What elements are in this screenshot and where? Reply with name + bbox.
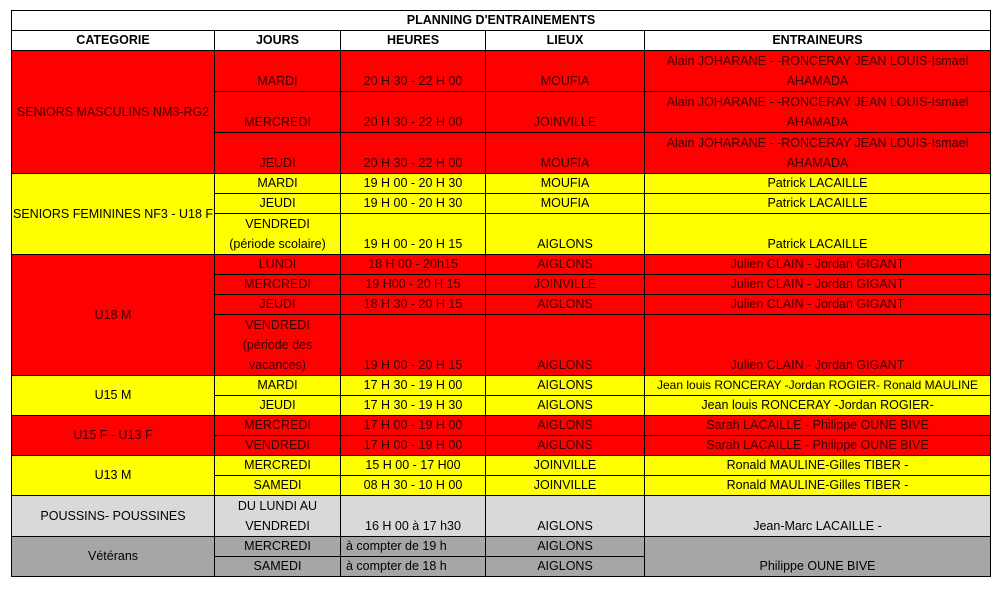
coach-cell xyxy=(645,51,991,92)
time-cell: 19 H 00 - 20 H 30 xyxy=(341,174,486,194)
category-cell: SENIORS MASCULINS NM3-RG2 xyxy=(12,51,215,174)
day-cell: MERCREDI xyxy=(215,456,341,476)
place-cell: JOINVILLE xyxy=(486,456,645,476)
header-categorie: CATEGORIE xyxy=(12,31,215,51)
coach-cell: Julien CLAIN - Jordan GIGANT xyxy=(645,295,991,315)
coach-cell xyxy=(645,92,991,133)
coach-line: Alain JOHARANE - -RONCERAY JEAN LOUIS-Ismael xyxy=(666,54,969,68)
coach-cell: Ronald MAULINE-Gilles TIBER - xyxy=(645,456,991,476)
coach-cell: Julien CLAIN - Jordan GIGANT xyxy=(645,275,991,295)
category-cell: U15 F - U13 F xyxy=(12,416,215,456)
place-cell: AIGLONS xyxy=(486,255,645,275)
coach-line: AHAMADA xyxy=(786,156,849,170)
time-cell: 20 H 30 - 22 H 00 xyxy=(341,133,486,174)
table-row xyxy=(12,376,991,396)
category-cell: POUSSINS- POUSSINES xyxy=(12,496,215,537)
time-cell: 16 H 00 à 17 h30 xyxy=(341,496,486,537)
day-cell: VENDREDI xyxy=(215,436,341,456)
place-cell: AIGLONS xyxy=(486,436,645,456)
day-line: VENDREDI xyxy=(245,519,310,533)
table-row xyxy=(12,416,991,436)
time-cell: 15 H 00 - 17 H00 xyxy=(341,456,486,476)
coach-line: AHAMADA xyxy=(786,115,849,129)
time-cell: 19 H 00 - 20 H 30 xyxy=(341,194,486,214)
time-cell: 18 H 30 - 20 H 15 xyxy=(341,295,486,315)
place-cell: MOUFIA xyxy=(486,194,645,214)
day-cell: MERCREDI xyxy=(215,92,341,133)
day-cell: SAMEDI xyxy=(215,476,341,496)
time-cell: 17 H 00 - 19 H 00 xyxy=(341,436,486,456)
time-cell: 18 H 00 - 20h15 xyxy=(341,255,486,275)
day-cell: MARDI xyxy=(215,174,341,194)
coach-cell: Sarah LACAILLE - Philippe OUNE BIVE xyxy=(645,436,991,456)
header-entraineurs: ENTRAINEURS xyxy=(645,31,991,51)
coach-cell: Jean louis RONCERAY -Jordan ROGIER- Ronald MAULINE xyxy=(645,376,991,396)
table-title: PLANNING D'ENTRAINEMENTS xyxy=(12,11,991,31)
day-cell xyxy=(215,315,341,376)
day-cell: JEUDI xyxy=(215,133,341,174)
table-row xyxy=(12,496,991,537)
day-cell: MERCREDI xyxy=(215,537,341,557)
header-lieux: LIEUX xyxy=(486,31,645,51)
time-cell: 20 H 30 - 22 H 00 xyxy=(341,51,486,92)
category-cell: Vétérans xyxy=(12,537,215,577)
day-line: (période des xyxy=(242,338,313,352)
day-line: VENDREDI xyxy=(245,217,310,231)
time-cell: 19 H00 - 20 H 15 xyxy=(341,275,486,295)
day-line: DU LUNDI AU xyxy=(237,499,318,513)
category-cell: U13 M xyxy=(12,456,215,496)
day-line: (période scolaire) xyxy=(229,237,326,251)
table-row xyxy=(12,456,991,476)
table-row xyxy=(12,255,991,275)
title-row xyxy=(12,11,991,31)
day-cell: LUNDI xyxy=(215,255,341,275)
time-cell: 17 H 30 - 19 H 00 xyxy=(341,376,486,396)
coach-cell: Ronald MAULINE-Gilles TIBER - xyxy=(645,476,991,496)
place-cell: JOINVILLE xyxy=(486,92,645,133)
place-cell: AIGLONS xyxy=(486,496,645,537)
place-cell: MOUFIA xyxy=(486,174,645,194)
coach-cell: Julien CLAIN - Jordan GIGANT xyxy=(645,255,991,275)
planning-table xyxy=(11,10,991,577)
header-jours: JOURS xyxy=(215,31,341,51)
time-cell: à compter de 19 h xyxy=(341,537,486,557)
coach-cell: Julien CLAIN - Jordan GIGANT xyxy=(645,315,991,376)
place-cell: AIGLONS xyxy=(486,315,645,376)
day-cell: MARDI xyxy=(215,376,341,396)
coach-cell: Patrick LACAILLE xyxy=(645,214,991,255)
day-cell: MERCREDI xyxy=(215,275,341,295)
place-cell: AIGLONS xyxy=(486,376,645,396)
day-cell: JEUDI xyxy=(215,194,341,214)
time-cell: 19 H 00 - 20 H 15 xyxy=(341,214,486,255)
place-cell: AIGLONS xyxy=(486,214,645,255)
time-cell: 20 H 30 - 22 H 00 xyxy=(341,92,486,133)
table-row xyxy=(12,537,991,557)
coach-cell: Patrick LACAILLE xyxy=(645,194,991,214)
day-cell: SAMEDI xyxy=(215,557,341,577)
place-cell: JOINVILLE xyxy=(486,275,645,295)
day-line: VENDREDI xyxy=(245,318,310,332)
coach-line: AHAMADA xyxy=(786,74,849,88)
coach-line: Alain JOHARANE - -RONCERAY JEAN LOUIS-Ismael xyxy=(666,136,969,150)
planning-sheet xyxy=(11,10,991,577)
coach-cell: Jean-Marc LACAILLE - xyxy=(645,496,991,537)
place-cell: JOINVILLE xyxy=(486,476,645,496)
place-cell: AIGLONS xyxy=(486,396,645,416)
time-cell: 08 H 30 - 10 H 00 xyxy=(341,476,486,496)
coach-cell: Sarah LACAILLE - Philippe OUNE BIVE xyxy=(645,416,991,436)
category-cell: U15 M xyxy=(12,376,215,416)
time-cell: 17 H 30 - 19 H 30 xyxy=(341,396,486,416)
place-cell: AIGLONS xyxy=(486,416,645,436)
place-cell: MOUFIA xyxy=(486,51,645,92)
table-row xyxy=(12,174,991,194)
day-line: vacances) xyxy=(249,358,306,372)
day-cell: JEUDI xyxy=(215,295,341,315)
coach-cell: Jean louis RONCERAY -Jordan ROGIER- xyxy=(645,396,991,416)
day-cell xyxy=(215,214,341,255)
place-cell: AIGLONS xyxy=(486,537,645,557)
table-row xyxy=(12,51,991,92)
day-cell: JEUDI xyxy=(215,396,341,416)
category-cell: U18 M xyxy=(12,255,215,376)
day-cell xyxy=(215,496,341,537)
place-cell: MOUFIA xyxy=(486,133,645,174)
day-cell: MARDI xyxy=(215,51,341,92)
day-cell: MERCREDI xyxy=(215,416,341,436)
time-cell: 17 H 00 - 19 H 00 xyxy=(341,416,486,436)
place-cell: AIGLONS xyxy=(486,295,645,315)
header-heures: HEURES xyxy=(341,31,486,51)
time-cell: à compter de 18 h xyxy=(341,557,486,577)
place-cell: AIGLONS xyxy=(486,557,645,577)
time-cell: 19 H 00 - 20 H 15 xyxy=(341,315,486,376)
category-cell: SENIORS FEMININES NF3 - U18 F xyxy=(12,174,215,255)
header-row xyxy=(12,31,991,51)
coach-cell xyxy=(645,133,991,174)
coach-line: Alain JOHARANE - -RONCERAY JEAN LOUIS-Ismael xyxy=(666,95,969,109)
coach-cell: Patrick LACAILLE xyxy=(645,174,991,194)
coach-cell: Philippe OUNE BIVE xyxy=(645,537,991,577)
